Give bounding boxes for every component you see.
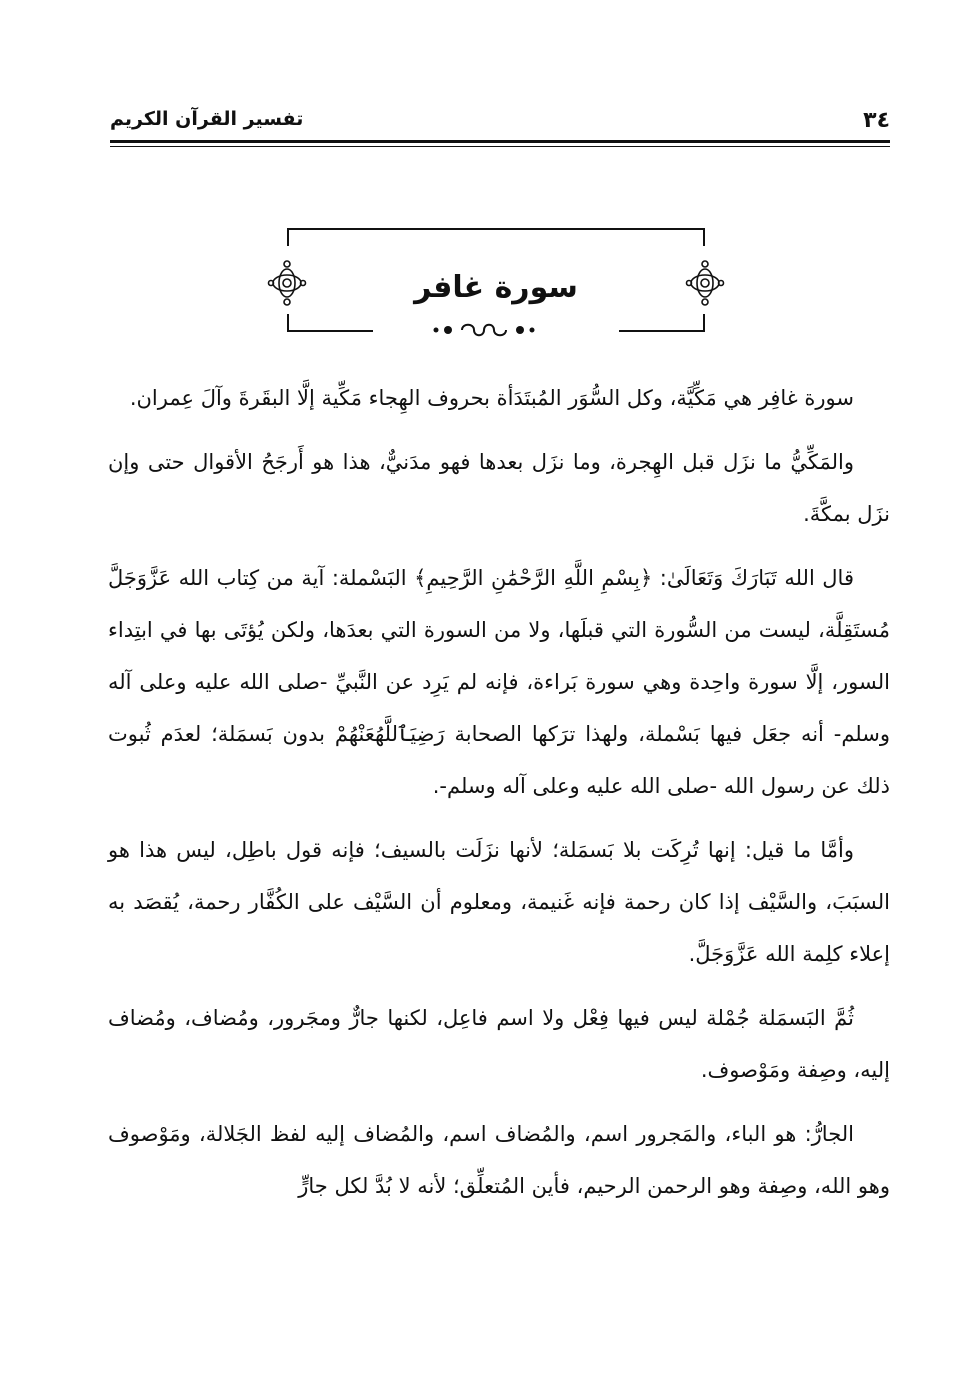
paragraph: والمَكِّيُّ ما نزَل قبل الهِجرة، وما نزَل بعدها فهو مدَنيٌّ، هذا هو أَرجَحُ الأقوال حتى وإن نزَل بمكَّةَ. [108,450,890,526]
body-text [108,372,890,1224]
paragraph: قال الله تَبَارَكَ وَتَعَالَىٰ: ﴿بِسْمِ اللَّهِ الرَّحْمَٰنِ الرَّحِيمِ﴾ البَسْملة: آية من كِتاب الله عَزَّوَجَلَّ مُستَقِلَّة، ليست من السُّورة التي قبلَها، ولا من السورة التي بعدَها، ولكن يُؤتَى بها في ابتِداء السور، إلَّا سورة واحِدة وهي سورة بَراءة، فإنه لم يَرِد عن النَّبيِّ -صلى الله عليه وعلى آله وسلم- أنه جعَل فيها بَسْملة، ولهذا ترَكها الصحابة رَضِيَٱللَّهُعَنْهُمْ بدون بَسمَلة؛ لعدَم ثُبوت ذلك عن رسول الله -صلى الله عليه وعلى آله وسلم-. [108,566,890,798]
surah-title: سورة غافر [414,270,578,305]
paragraph: وأمَّا ما قيل: إنها تُرِكَت بلا بَسمَلة؛ لأنها نزَلَت بالسيف؛ فإنه قول باطِل، ليس هذا هو السبَبَ، والسَّيْف إذا كان رحمة فإنه غَنيمة، ومعلوم أن السَّيْف على الكُفَّار رحمة، يُقصَد به إعلاء كلِمة الله عَزَّوَجَلَّ. [108,838,890,966]
paragraph: ثُمَّ البَسمَلة جُمْلة ليس فيها فِعْل ولا اسم فاعِل، لكنها جارٌّ ومجَرور، ومُضاف، ومُضاف إليه، وصِفة ومَوْصوف. [108,1006,890,1082]
dot-divider-icon [432,322,536,338]
header-rule-thick [110,140,890,143]
paragraph: سورة غافِر هي مَكِّيَّة، وكل السُّوَر المُبتَدَأة بحروف الهِجاء مَكِّية إلَّا البقَرةَ وآلَ عِمران. [129,386,854,410]
page-number: ٣٤ [863,108,890,133]
running-title: تفسير القرآن الكريم [110,108,304,130]
surah-title-frame [287,228,705,332]
header-rule-thin [110,146,890,147]
paragraph: الجارُّ: هو الباء، والمَجرور اسم، والمُضاف اسم، والمُضاف إليه لفظ الجَلالة، ومَوْصوف وهو الله، وصِفة وهو الرحمن الرحيم، فأين المُتعلِّق؛ لأنه لا بُدَّ لكل جارٍّ [108,1122,890,1198]
page-header [110,100,890,140]
